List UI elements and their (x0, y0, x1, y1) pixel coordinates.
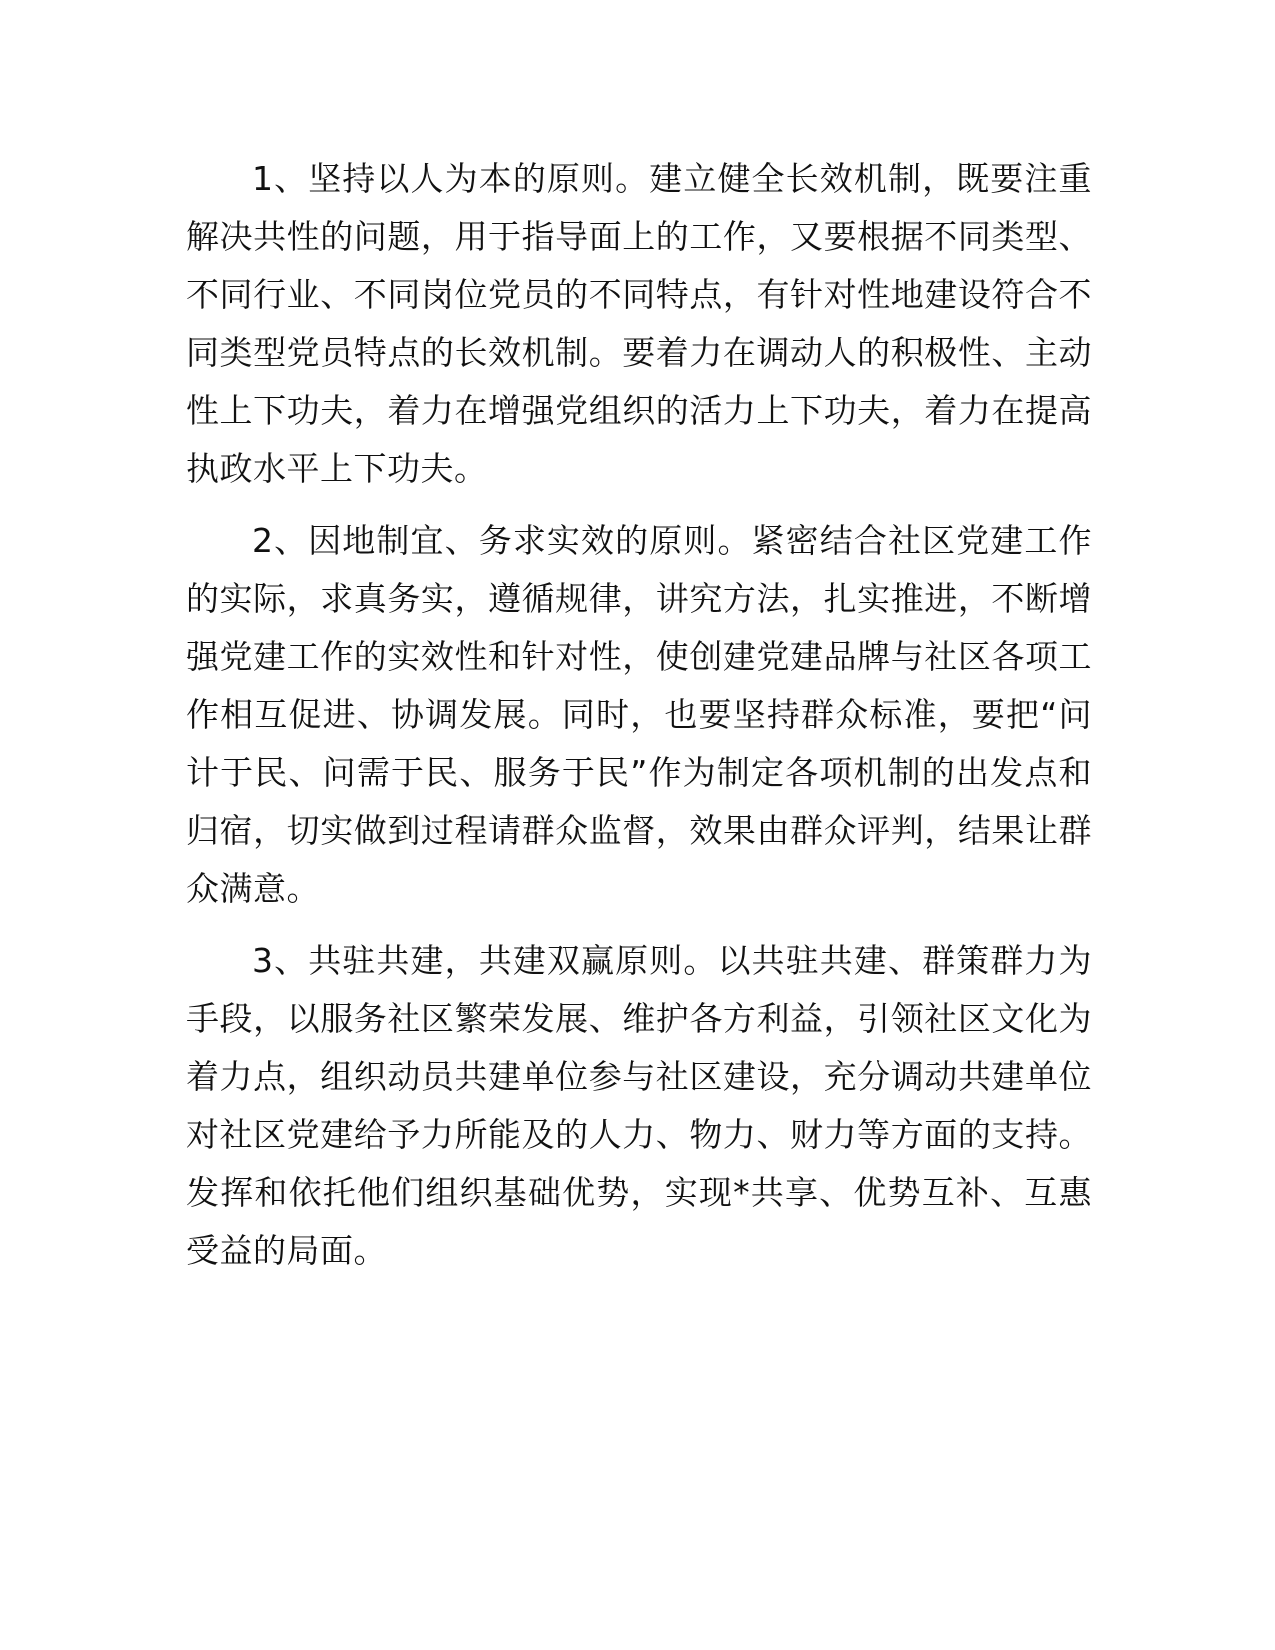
paragraph-principle-3: 3、共驻共建，共建双赢原则。以共驻共建、群策群力为手段，以服务社区繁荣发展、维护各方利益，引领社区文化为着力点，组织动员共建单位参与社区建设，充分调动共建单位对社区党建给予力所能及的人力、物力、财力等方面的支持。发挥和依托他们组织基础优势，实现*共享、优势互补、互惠受益的局面。 (186, 941, 1092, 1270)
paragraph-principle-1: 1、坚持以人为本的原则。建立健全长效机制，既要注重解决共性的问题，用于指导面上的工作，又要根据不同类型、不同行业、不同岗位党员的不同特点，有针对性地建设符合不同类型党员特点的长效机制。要着力在调动人的积极性、主动性上下功夫，着力在增强党组织的活力上下功夫，着力在提高执政水平上下功夫。 (186, 159, 1092, 488)
paragraph-principle-2: 2、因地制宜、务求实效的原则。紧密结合社区党建工作的实际，求真务实，遵循规律，讲究方法，扎实推进，不断增强党建工作的实效性和针对性，使创建党建品牌与社区各项工作相互促进、协调发展。同时，也要坚持群众标准，要把“问计于民、问需于民、服务于民”作为制定各项机制的出发点和归宿，切实做到过程请群众监督，效果由群众评判，结果让群众满意。 (186, 521, 1092, 908)
document-body (186, 150, 1092, 1294)
